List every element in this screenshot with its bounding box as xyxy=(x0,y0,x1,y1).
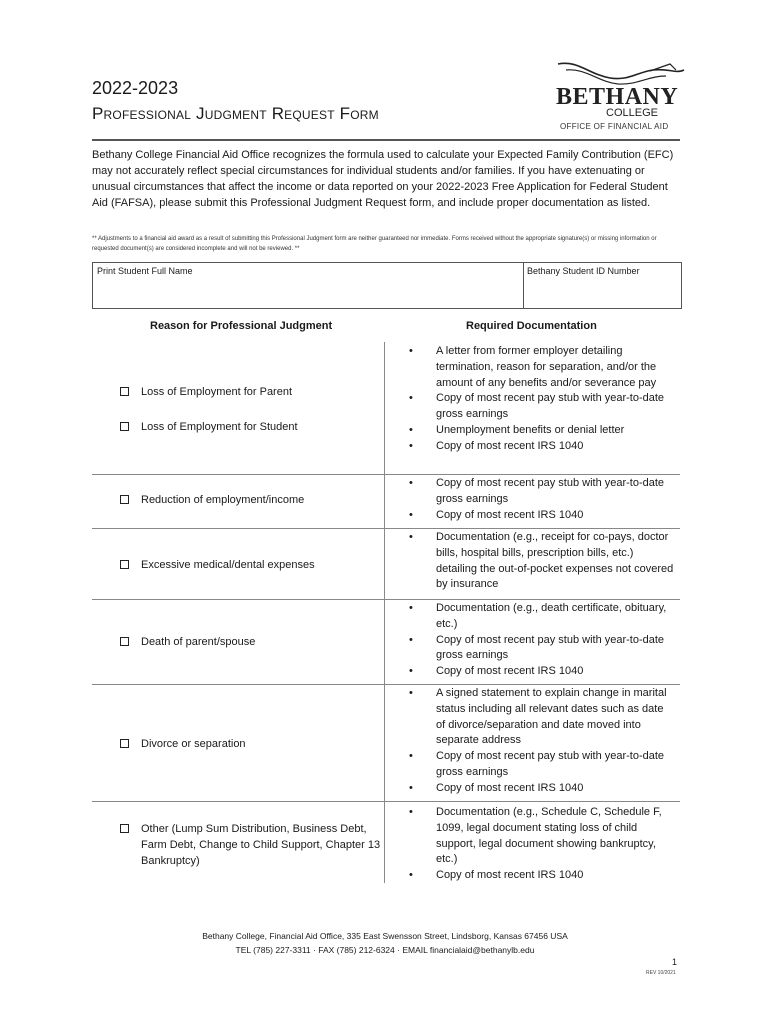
doc-item: • A letter from former employer detailing termination, reason for separation, and/or the amount of any benefits and/or severance pay xyxy=(409,344,675,391)
reason-checkbox-row[interactable] xyxy=(120,736,382,752)
field-divider xyxy=(523,263,524,308)
reason-label: Reduction of employment/income xyxy=(141,494,305,506)
header-rule xyxy=(92,139,680,141)
checkbox[interactable] xyxy=(120,824,129,833)
doc-item: • Copy of most recent IRS 1040 xyxy=(409,439,675,455)
logo-college: COLLEGE xyxy=(606,107,658,119)
doc-item: • Copy of most recent pay stub with year-to-date gross earnings xyxy=(409,476,675,508)
intro-paragraph: Bethany College Financial Aid Office recognizes the formula used to calculate your Expected Family Contribution (EFC) may not accurately reflect special circumstances for individual students and/or families. If you have extenuating or unusual circumstances that affect the income or data reported on your 2022-2023 Free Application for Federal Student Aid (FAFSA), please submit this Professional Judgment Request form, and include proper documentation as listed. xyxy=(92,149,674,209)
docs-list xyxy=(409,601,675,680)
doc-item: • Copy of most recent IRS 1040 xyxy=(409,781,675,797)
reason-label: Loss of Employment for Student xyxy=(141,421,298,433)
reason-checkbox-row[interactable] xyxy=(120,384,382,400)
doc-item: • Copy of most recent pay stub with year-to-date gross earnings xyxy=(409,391,675,423)
doc-item: • Copy of most recent IRS 1040 xyxy=(409,664,675,680)
docs-list xyxy=(409,476,675,523)
bethany-logo xyxy=(548,58,698,138)
doc-item: • Documentation (e.g., receipt for co-pays, doctor bills, hospital bills, prescription bills, etc.) detailing the out-of-pocket expenses not covered by insurance xyxy=(409,530,675,593)
doc-item: • Documentation (e.g., death certificate, obituary, etc.) xyxy=(409,601,675,633)
doc-item: • Copy of most recent IRS 1040 xyxy=(409,868,675,884)
student-id-field[interactable] xyxy=(527,266,640,276)
doc-item: • Documentation (e.g., Schedule C, Schedule F, 1099, legal document stating loss of child support, legal document showing bankruptcy, etc.) xyxy=(409,805,675,868)
row-divider xyxy=(92,801,680,802)
docs-list xyxy=(409,530,675,593)
doc-item: • Copy of most recent IRS 1040 xyxy=(409,508,675,524)
reason-column-header: Reason for Professional Judgment xyxy=(150,320,333,332)
logo-brand: BETHANY xyxy=(556,84,679,110)
docs-column-header: Required Documentation xyxy=(466,320,597,332)
reason-checkbox-row[interactable] xyxy=(120,634,382,650)
checkbox[interactable] xyxy=(120,387,129,396)
reason-label: Death of parent/spouse xyxy=(141,636,256,648)
reason-checkbox-row[interactable] xyxy=(120,821,382,869)
student-id-label: Bethany Student ID Number xyxy=(527,266,640,276)
doc-item: • Copy of most recent pay stub with year-to-date gross earnings xyxy=(409,633,675,665)
reason-checkbox-row[interactable] xyxy=(120,419,382,435)
doc-item: • Unemployment benefits or denial letter xyxy=(409,423,675,439)
checkbox[interactable] xyxy=(120,560,129,569)
reason-checkbox-row[interactable] xyxy=(120,492,382,508)
row-divider xyxy=(92,528,680,529)
footer-address: Bethany College, Financial Aid Office, 335 East Swensson Street, Lindsborg, Kansas 67456 USA xyxy=(202,931,568,941)
reason-label: Loss of Employment for Parent xyxy=(141,386,293,398)
footer-contact: TEL (785) 227-3311 · FAX (785) 212-6324 · EMAIL financialaid@bethanylb.edu xyxy=(235,945,535,955)
student-info-box xyxy=(92,262,682,309)
page-title: Professional Judgment Request Form xyxy=(92,104,379,123)
checkbox[interactable] xyxy=(120,637,129,646)
row-divider xyxy=(92,684,680,685)
checkbox[interactable] xyxy=(120,739,129,748)
row-divider xyxy=(92,474,680,475)
reason-checkbox-row[interactable] xyxy=(120,557,382,573)
row-divider xyxy=(92,599,680,600)
reason-label: Other (Lump Sum Distribution, Business Debt, Farm Debt, Change to Child Support, Chapter 13 Bankruptcy) xyxy=(141,823,381,867)
student-name-field[interactable] xyxy=(97,266,193,276)
page-number: 1 xyxy=(672,957,678,967)
reason-label: Excessive medical/dental expenses xyxy=(141,559,315,571)
doc-item: • A signed statement to explain change in marital status including all relevant dates such as date of divorce/separation and date moved into separate address xyxy=(409,686,675,749)
revision-date: REV 10/2021 xyxy=(646,970,676,976)
checkbox[interactable] xyxy=(120,495,129,504)
docs-list xyxy=(409,686,675,797)
docs-list xyxy=(409,805,675,884)
form-year: 2022-2023 xyxy=(92,78,179,98)
reason-label: Divorce or separation xyxy=(141,738,246,750)
student-name-label: Print Student Full Name xyxy=(97,266,193,276)
doc-item: • Copy of most recent pay stub with year-to-date gross earnings xyxy=(409,749,675,781)
docs-list xyxy=(409,344,675,455)
disclaimer-note: ** Adjustments to a financial aid award as a result of submitting this Professional Judgment form are neither guaranteed nor immediate. Forms received without the appropriate signature(s) or missing information or requested document(s) are considered incomplete and will not be reviewed. ** xyxy=(92,236,657,252)
logo-office: OFFICE OF FINANCIAL AID xyxy=(560,122,669,131)
checkbox[interactable] xyxy=(120,422,129,431)
